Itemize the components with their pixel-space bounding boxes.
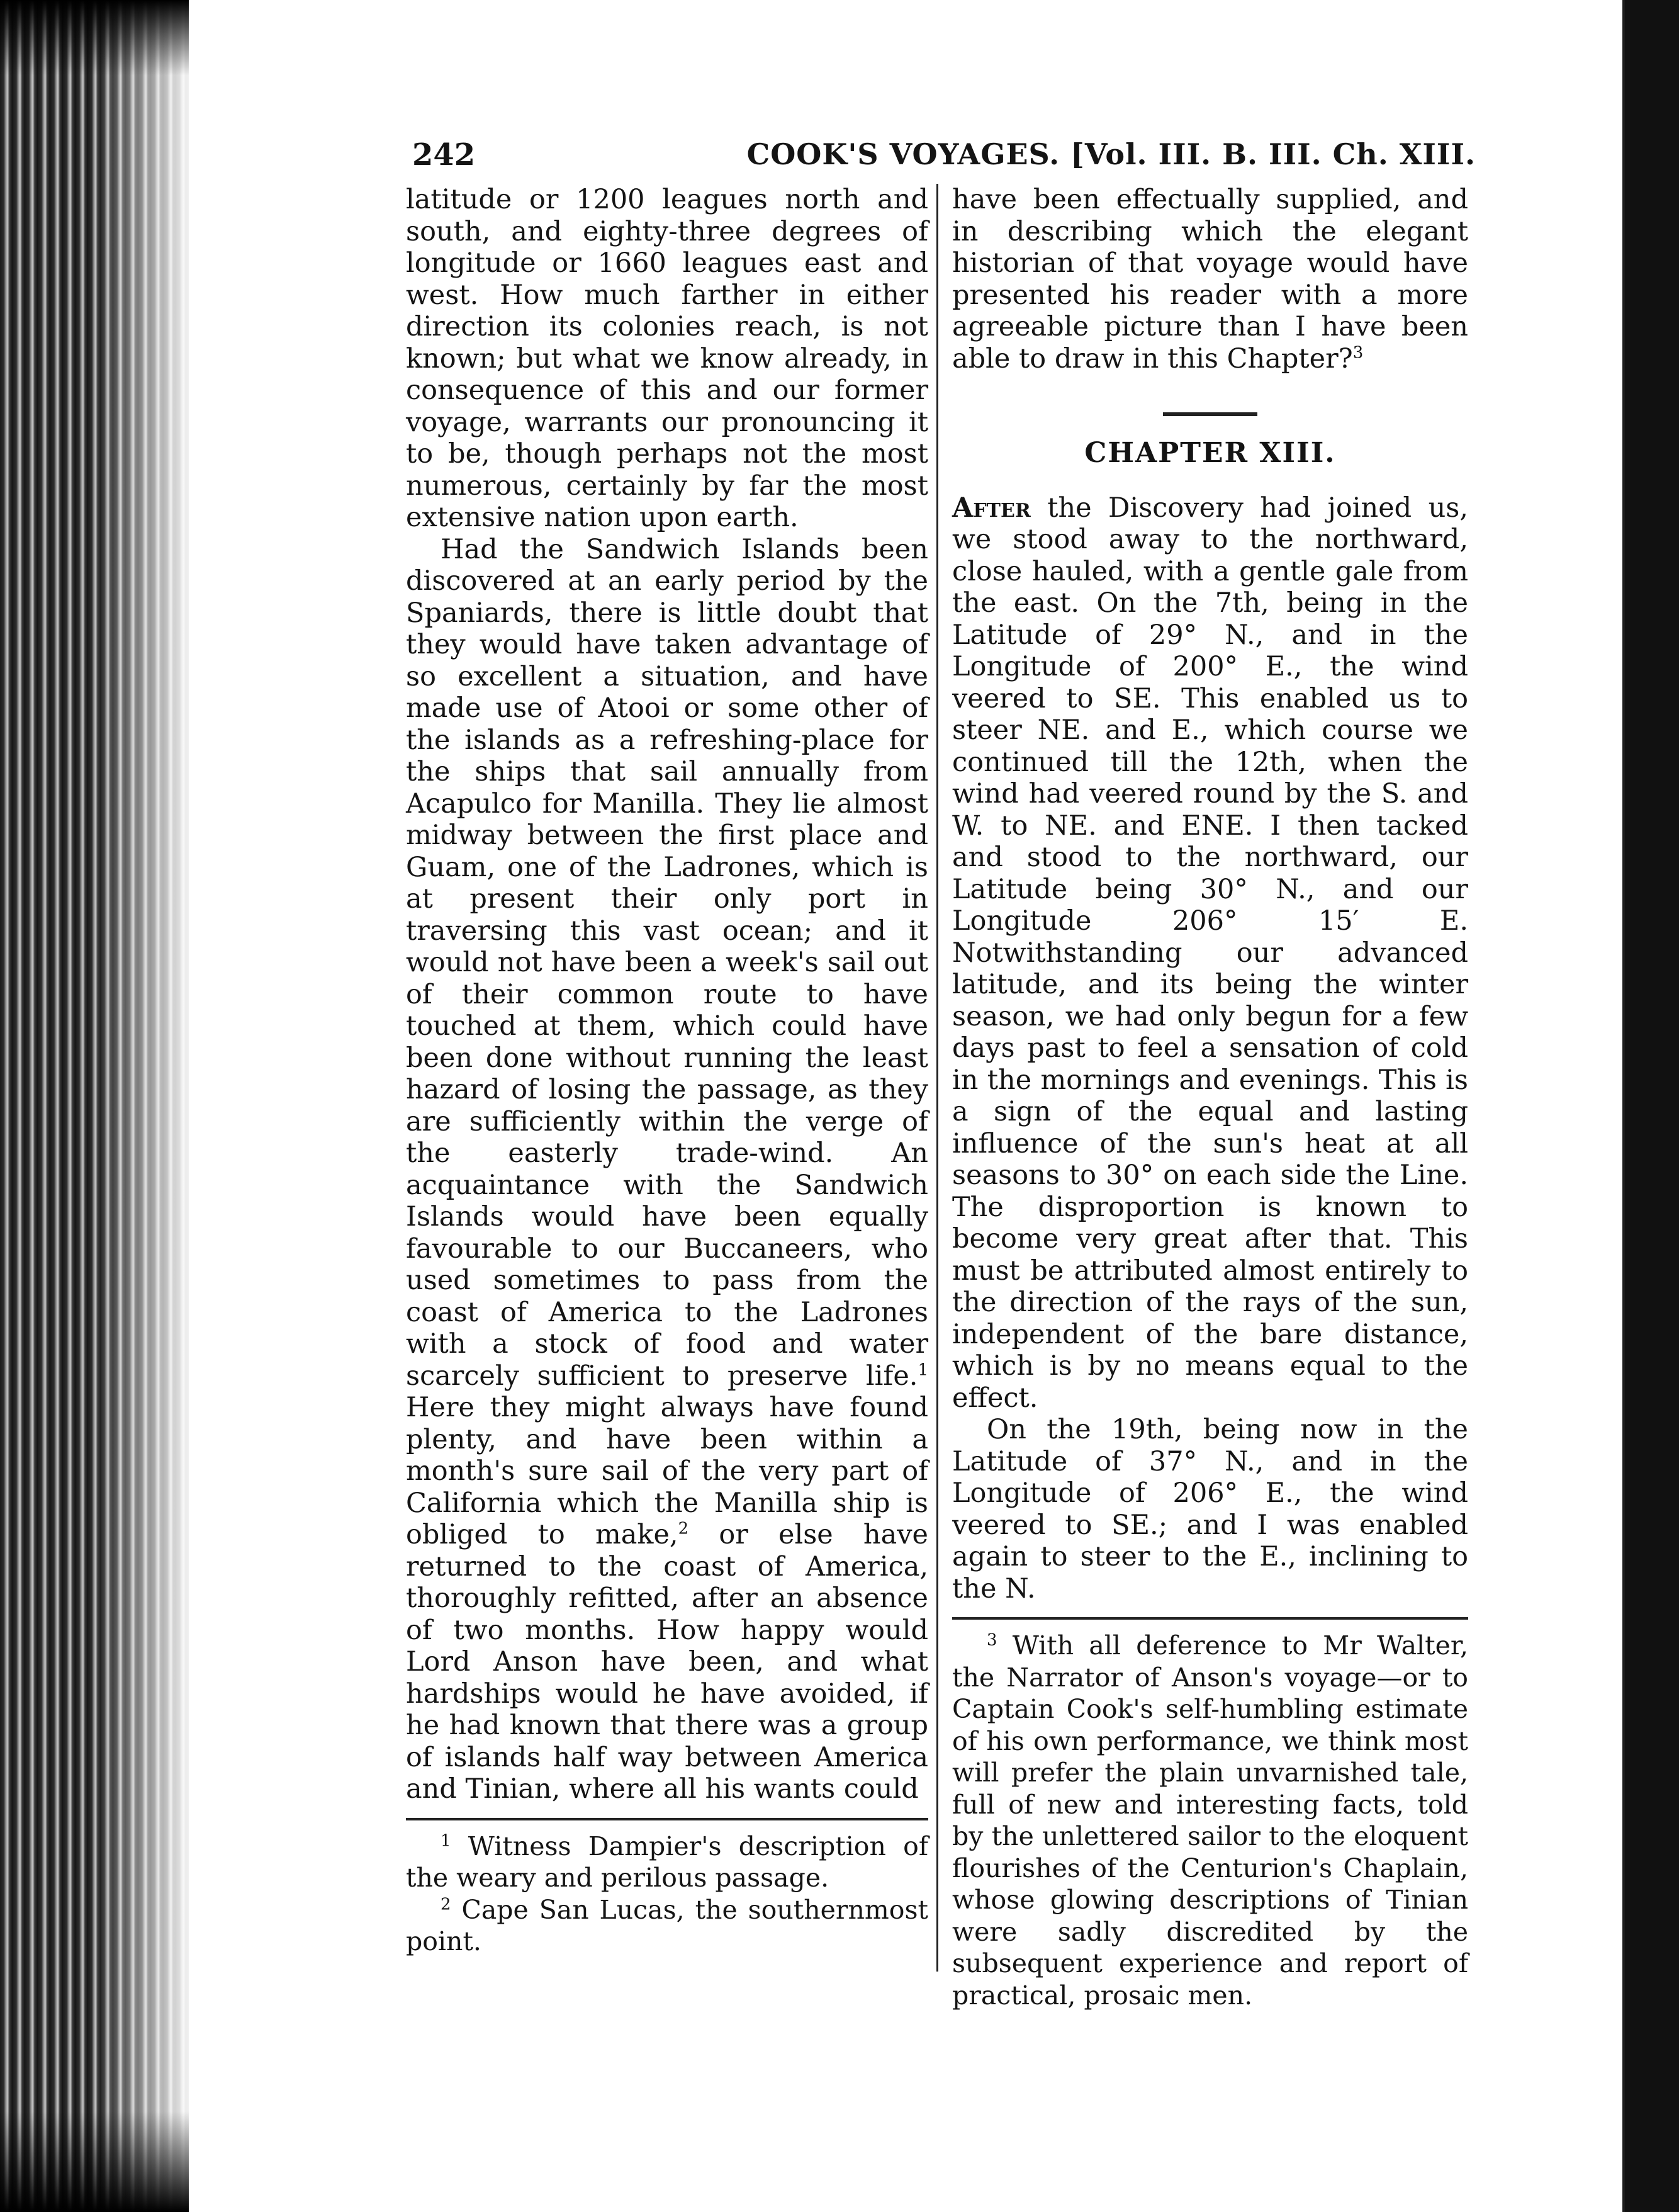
left-paragraph-2-part-3: or else have returned to the coast of America, thoroughly refitted, after an absence of two months. How happy would Lord Anson have been, and what hardships would he have avoided, if he had known that there was a group of islands half way between America and Tinian, where all his wants could — [406, 1519, 928, 1805]
chapter-title: CHAPTER XIII. — [1084, 437, 1336, 469]
footnote-1-mark: 1 — [441, 1831, 451, 1850]
column-divider — [936, 184, 938, 1972]
footnote-2-mark: 2 — [441, 1894, 451, 1914]
footnote-ref-2: 2 — [678, 1519, 689, 1538]
spine-shadow-top — [0, 0, 189, 76]
chapter-separator-rule — [1163, 412, 1257, 416]
footnote-3-text: With all deference to Mr Walter, the Narrator of Anson's voyage—or to Captain Cook's self-humbling estimate of his own performance, we think most will prefer the plain unvarnished tale, full of new and interesting facts, told by the unlettered sailor to the eloquent flourishes of the Centurion's Chaplain, whose glowing descriptions of Tinian were sadly discredited by the subsequent experience and report of practical, prosaic men. — [952, 1630, 1468, 2011]
footnote-1 — [406, 1831, 928, 1894]
page-right-border — [1625, 0, 1679, 2212]
right-paragraph-1 — [952, 184, 1468, 375]
left-paragraph-2-part-2: Here they might always have found plenty, and have been within a month's sure sail of the very part of California which the Manilla ship is obliged to make, — [406, 1392, 928, 1550]
right-column — [952, 184, 1468, 2011]
running-head-title: COOK'S VOYAGES. [Vol. III. B. III. Ch. XIII. — [746, 137, 1476, 171]
right-paragraph-1-text: have been effectually supplied, and in describing which the elegant historian of that voyage would have presented his reader with a more agreeable picture than I have been able to draw in this Chapter? — [952, 184, 1468, 375]
right-paragraph-2 — [952, 492, 1468, 1414]
left-paragraph-2 — [406, 534, 928, 1805]
footnote-rule-left — [406, 1818, 928, 1820]
running-header — [412, 137, 1476, 180]
page-number: 242 — [412, 137, 476, 172]
footnote-1-text: Witness Dampier's description of the weary and perilous passage. — [406, 1831, 928, 1893]
left-paragraph-1: latitude or 1200 leagues north and south, and eighty-three degrees of longitude or 1660 leagues east and west. How much farther in either direction its colonies reach, is not known; but what we know already, in consequence of this and our former voyage, warrants our pronouncing it to be, though perhaps not the most numerous, certainly by far the most extensive nation upon earth. — [406, 184, 928, 533]
right-paragraph-3: On the 19th, being now in the Latitude of 37° N., and in the Longitude of 206° E., the wind veered to SE.; and I was enabled again to steer to the E., inclining to the N. — [952, 1414, 1468, 1605]
spine-fade — [94, 0, 195, 2212]
right-paragraph-2-text: the Discovery had joined us, we stood away to the northward, close hauled, with a gentle gale from the east. On the 7th, being in the Latitude of 29° N., and in the Longitude of 200° E., the wind veered to SE. This enabled us to steer NE. and E., which course we continued till the 12th, when the wind had veered round by the S. and W. to NE. and ENE. I then tacked and stood to the northward, our Latitude being 30° N., and our Longitude 206° 15′ E. Notwithstanding our advanced latitude, and its being the winter season, we had only begun for a few days past to feel a sensation of cold in the mornings and evenings. This is a sign of the equal and lasting influence of the sun's heat at all seasons to 30° on each side the Line. The disproportion is known to become very great after that. This must be attributed almost entirely to the direction of the rays of the sun, independent of the bare distance, which is by no means equal to the effect. — [952, 492, 1468, 1414]
footnote-ref-3: 3 — [1352, 343, 1364, 363]
footnote-3-mark: 3 — [987, 1630, 997, 1650]
footnote-ref-1: 1 — [918, 1360, 928, 1380]
left-paragraph-2-part-1: Had the Sandwich Islands been discovered at an early period by the Spaniards, there is little doubt that they would have taken advantage of so excellent a situation, and have made use of Atooi or some other of the islands as a refreshing-place for the ships that sail annually from Acapulco for Manilla. They lie almost midway between the first place and Guam, one of the Ladrones, which is at present their only port in traversing this vast ocean; and it would not have been a week's sail out of their common route to have touched at them, which could have been done without running the least hazard of losing the passage, as they are sufficiently within the verge of the easterly trade-wind. An acquaintance with the Sandwich Islands would have been equally favourable to our Buccaneers, who used sometimes to pass from the coast of America to the Ladrones with a stock of food and water scarcely sufficient to preserve life. — [406, 533, 928, 1392]
left-column — [406, 184, 928, 1958]
chapter-lead-word: After — [952, 492, 1031, 524]
footnote-3 — [952, 1630, 1468, 2011]
footnote-rule-right — [952, 1617, 1468, 1620]
footnote-2-text: Cape San Lucas, the southernmost point. — [406, 1894, 928, 1956]
footnote-2 — [406, 1894, 928, 1958]
spine-shadow-bottom — [0, 2111, 189, 2212]
